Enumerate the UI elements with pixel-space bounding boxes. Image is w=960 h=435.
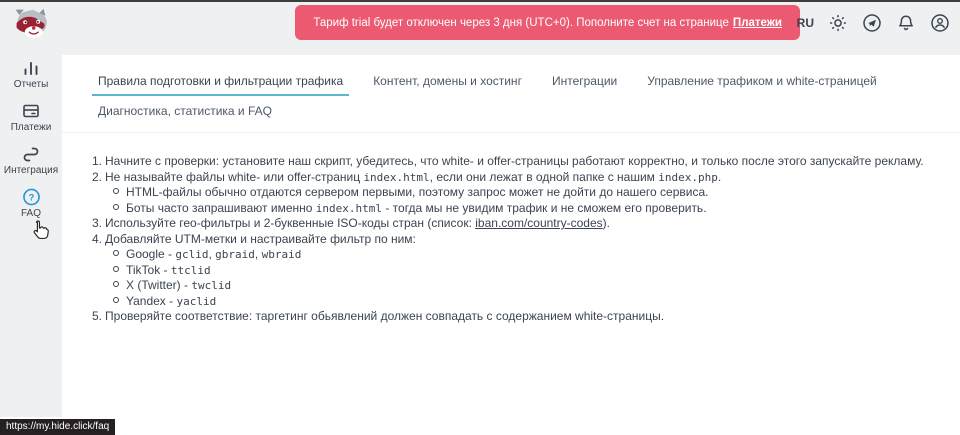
text-run: X (Twitter) -: [126, 278, 192, 292]
text-run: ).: [602, 216, 610, 230]
bullet-circle-icon: [113, 250, 119, 256]
window-top-edge: [0, 0, 960, 2]
tab-rules-traffic-filtering[interactable]: Правила подготовки и фильтрации трафика: [92, 68, 349, 96]
payments-card-icon: [21, 101, 41, 121]
trial-warning-banner: [295, 5, 800, 40]
text-run: Google -: [126, 247, 176, 261]
faq-question-icon: [21, 187, 42, 207]
faq-sub-item: [92, 263, 950, 279]
theme-sun-icon[interactable]: [828, 13, 848, 33]
profile-icon[interactable]: [930, 13, 950, 33]
text-run: Начните с проверки: установите наш скрипт, убедитесь, что white- и offer-страницы работают корректно, и только после этого запускайте рекламу.: [105, 154, 924, 168]
faq-sub-item: [92, 294, 950, 310]
telegram-icon[interactable]: [862, 13, 882, 33]
code-text: twclid: [191, 279, 232, 292]
integration-link-icon: [21, 144, 41, 164]
payments-link[interactable]: Платежи: [732, 16, 782, 29]
code-text: ttclid: [170, 263, 211, 277]
language-selector[interactable]: RU: [796, 15, 814, 30]
sidebar: [0, 0, 62, 417]
sidebar-item-payments[interactable]: [0, 101, 62, 133]
bullet-circle-icon: [113, 204, 119, 210]
text-run: HTML-файлы обычно отдаются сервером первыми, поэтому запрос может не дойти до нашего сервиса.: [126, 185, 709, 199]
text-run: .: [717, 169, 722, 184]
text-run: Yandex -: [126, 293, 177, 308]
list-number: 2.: [92, 169, 103, 184]
list-number: 5.: [92, 309, 103, 323]
list-number: 4.: [92, 231, 103, 246]
faq-sub-item: [92, 185, 950, 201]
tab-row-2: [92, 98, 940, 126]
sidebar-item-label: Отчеты: [13, 79, 49, 90]
text-run: Используйте гео-фильтры и 2-буквенные ISO-коды стран (список:: [105, 216, 476, 230]
text-run: ,: [254, 247, 262, 261]
code-text: index.html: [315, 201, 382, 215]
code-text: gbraid: [215, 248, 255, 261]
faq-sub-item: [92, 278, 950, 294]
sidebar-item-label: Интеграция: [3, 165, 59, 176]
faq-rules-list: [62, 133, 960, 325]
bar-chart-icon: [21, 58, 41, 78]
sidebar-item-integration[interactable]: [0, 144, 62, 176]
sidebar-item-reports[interactable]: [0, 58, 62, 90]
text-run: Боты часто запрашивают именно: [126, 200, 316, 215]
faq-list-item: [92, 232, 950, 248]
text-run: Не называйте файлы white- или offer-страниц: [105, 169, 364, 184]
text-run: Проверяйте соответствие: таргетинг обьявлений должен совпадать с содержанием white-страницы.: [105, 309, 665, 323]
svg-text:?: ?: [28, 192, 34, 204]
text-run: , если они лежат в одной папке с нашим: [429, 169, 659, 184]
faq-list-item: [92, 309, 950, 325]
sidebar-item-label: FAQ: [20, 208, 41, 219]
sidebar-nav: [0, 58, 62, 230]
text-run: - тогда мы не увидим трафик и не сможем его проверить.: [382, 200, 707, 215]
tabs: [62, 55, 960, 133]
code-text: index.html: [363, 170, 430, 184]
text-run: Добавляйте UTM-метки и настраивайте фильтр по ним:: [105, 231, 416, 246]
list-number: 1.: [92, 154, 103, 168]
tab-content-domains-hosting[interactable]: Контент, домены и хостинг: [373, 74, 522, 88]
bullet-circle-icon: [113, 297, 119, 303]
faq-list-item: [92, 170, 950, 186]
faq-sub-item: [92, 201, 950, 217]
mouse-pointer-cursor: [29, 219, 51, 243]
faq-sub-item: [92, 247, 950, 263]
text-run: TikTok -: [126, 262, 171, 277]
sidebar-item-label: Платежи: [10, 122, 52, 133]
hide-click-raccoon-logo[interactable]: [11, 6, 51, 42]
code-text: wbraid: [261, 248, 302, 261]
list-number: 3.: [92, 216, 103, 230]
code-text: yaclid: [176, 294, 217, 308]
tab-integrations[interactable]: Интеграции: [551, 74, 618, 88]
tab-row-1: [92, 68, 940, 96]
tab-traffic-white-page[interactable]: Управление трафиком и white-страницей: [647, 74, 877, 88]
code-text: index.php: [658, 170, 718, 184]
faq-list-item: [92, 216, 950, 232]
notifications-bell-icon[interactable]: [896, 13, 916, 33]
faq-list-item: [92, 154, 950, 170]
status-bar-url: https://my.hide.click/faq: [0, 419, 115, 435]
inline-link[interactable]: iban.com/country-codes: [475, 216, 603, 230]
banner-text: Тариф trial будет отключен через 3 дня (UTC+0). Пополните счет на странице: [313, 16, 729, 29]
bullet-circle-icon: [113, 266, 119, 272]
text-run: ,: [208, 247, 216, 261]
tab-diagnostics-stats-faq[interactable]: Диагностика, статистика и FAQ: [98, 104, 272, 118]
bullet-circle-icon: [113, 188, 119, 194]
bullet-circle-icon: [113, 281, 119, 287]
code-text: gclid: [175, 248, 209, 261]
header-controls: [797, 0, 950, 45]
sidebar-item-faq[interactable]: [0, 187, 62, 219]
content-card: [62, 55, 960, 435]
